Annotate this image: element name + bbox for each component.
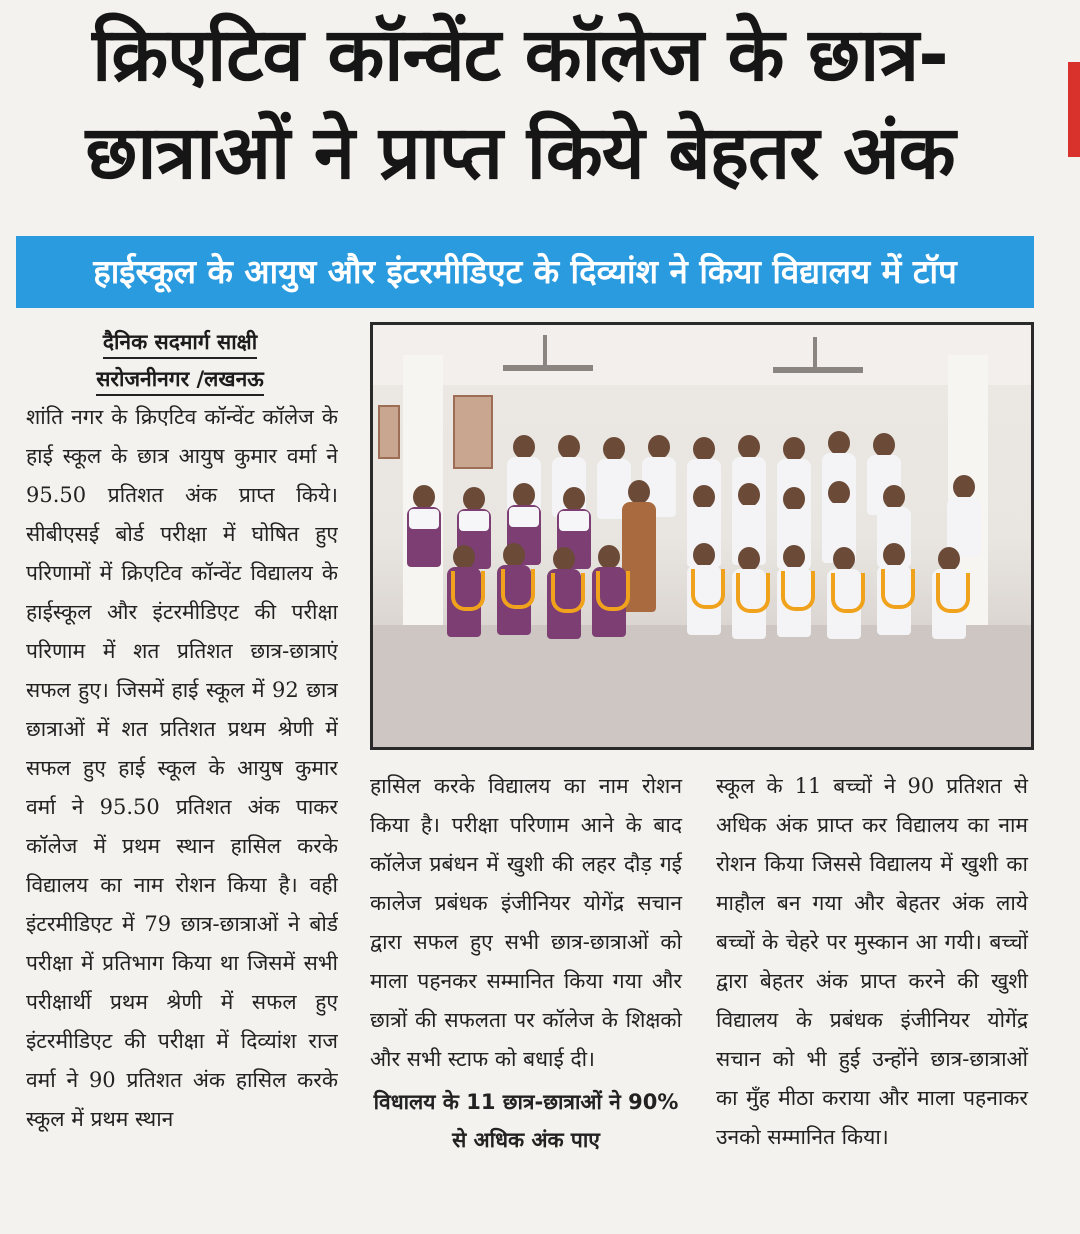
ceiling-fan-icon — [773, 367, 863, 373]
headline — [20, 6, 1020, 202]
column-2-subhead: विधालय के 11 छात्र-छात्राओं ने 90% से अधिक अंक पाए — [373, 1090, 679, 1152]
subheadline-banner: हाईस्कूल के आयुष और इंटरमीडिएट के दिव्यांश ने किया विद्यालय में टॉप — [16, 236, 1034, 308]
adjacent-article-edge — [1068, 62, 1080, 157]
headline-line-2: छात्राओं ने प्राप्त किये बेहतर अंक — [85, 110, 955, 196]
byline-location: सरोजनीनगर /लखनऊ — [96, 364, 264, 396]
group-photo — [370, 322, 1034, 750]
column-3-text: स्कूल के 11 बच्चों ने 90 प्रतिशत से अधिक अंक प्राप्त कर विद्यालय का नाम रोशन किया जिससे विद्यालय में खुशी का माहौल बन गया और बेहतर अंक लाये बच्चों के चेहरे पर मुस्कान आ गयी। बच्चों द्वारा बेहतर अंक प्राप्त करने की खुशी विद्यालय के प्रबंधक इंजीनियर योगेंद्र सचान को भी हुई उन्होंने छात्र-छात्राओं का मुँह मीठा कराया और माला पहनाकर उनको सम्मानित किया। — [716, 774, 1028, 1149]
article-column-3 — [716, 767, 1028, 1157]
photo-ceiling — [373, 325, 1031, 385]
column-1-text: शांति नगर के क्रिएटिव कॉन्वेंट कॉलेज के हाई स्कूल के छात्र आयुष कुमार वर्मा ने 95.50 प्रतिशत अंक प्राप्त किये। सीबीएसई बोर्ड परीक्षा में घोषित हुए परिणामों में क्रिएटिव कॉन्वेंट विद्यालय के हाईस्कूल और इंटरमीडिएट की परीक्षा परिणाम में शत प्रतिशत छात्र-छात्राएं सफल हुए। जिसमें हाई स्कूल में 92 छात्र छात्राओं में शत प्रतिशत प्रथम श्रेणी में सफल हुए हाई स्कूल के आयुष कुमार वर्मा ने 95.50 प्रतिशत अंक पाकर कॉलेज में प्रथम स्थान हासिल करके विद्यालय का नाम रोशन किया है। वही इंटरमीडिएट में 79 छात्र-छात्राओं ने बोर्ड परीक्षा में प्रतिभाग किया था जिसमें सभी परीक्षार्थी प्रथम श्रेणी में सफल हुए इंटरमीडिएट की परीक्षा में दिव्यांश राज वर्मा ने 90 प्रतिशत अंक हासिल करके स्कूल में प्रथम स्थान — [26, 405, 338, 1131]
headline-line-1: क्रिएटिव कॉन्वेंट कॉलेज के छात्र- — [92, 12, 948, 98]
byline-source: दैनिक सदमार्ग साक्षी — [103, 327, 257, 359]
column-2-text: हासिल करके विद्यालय का नाम रोशन किया है। परीक्षा परिणाम आने के बाद कॉलेज प्रबंधन में खुशी की लहर दौड़ गई कालेज प्रबंधक इंजीनियर योगेंद्र सचान द्वारा सफल हुए सभी छात्र-छात्राओं को माला पहनकर सम्मानित किया गया और छात्रों की सफलता पर कॉलेज के शिक्षको और सभी स्टाफ को बधाई दी। — [370, 774, 682, 1071]
article-column-1 — [26, 398, 338, 1234]
ceiling-fan-icon — [503, 365, 593, 371]
byline — [22, 324, 338, 398]
article-column-2 — [370, 767, 682, 1159]
students-group — [393, 435, 1013, 685]
